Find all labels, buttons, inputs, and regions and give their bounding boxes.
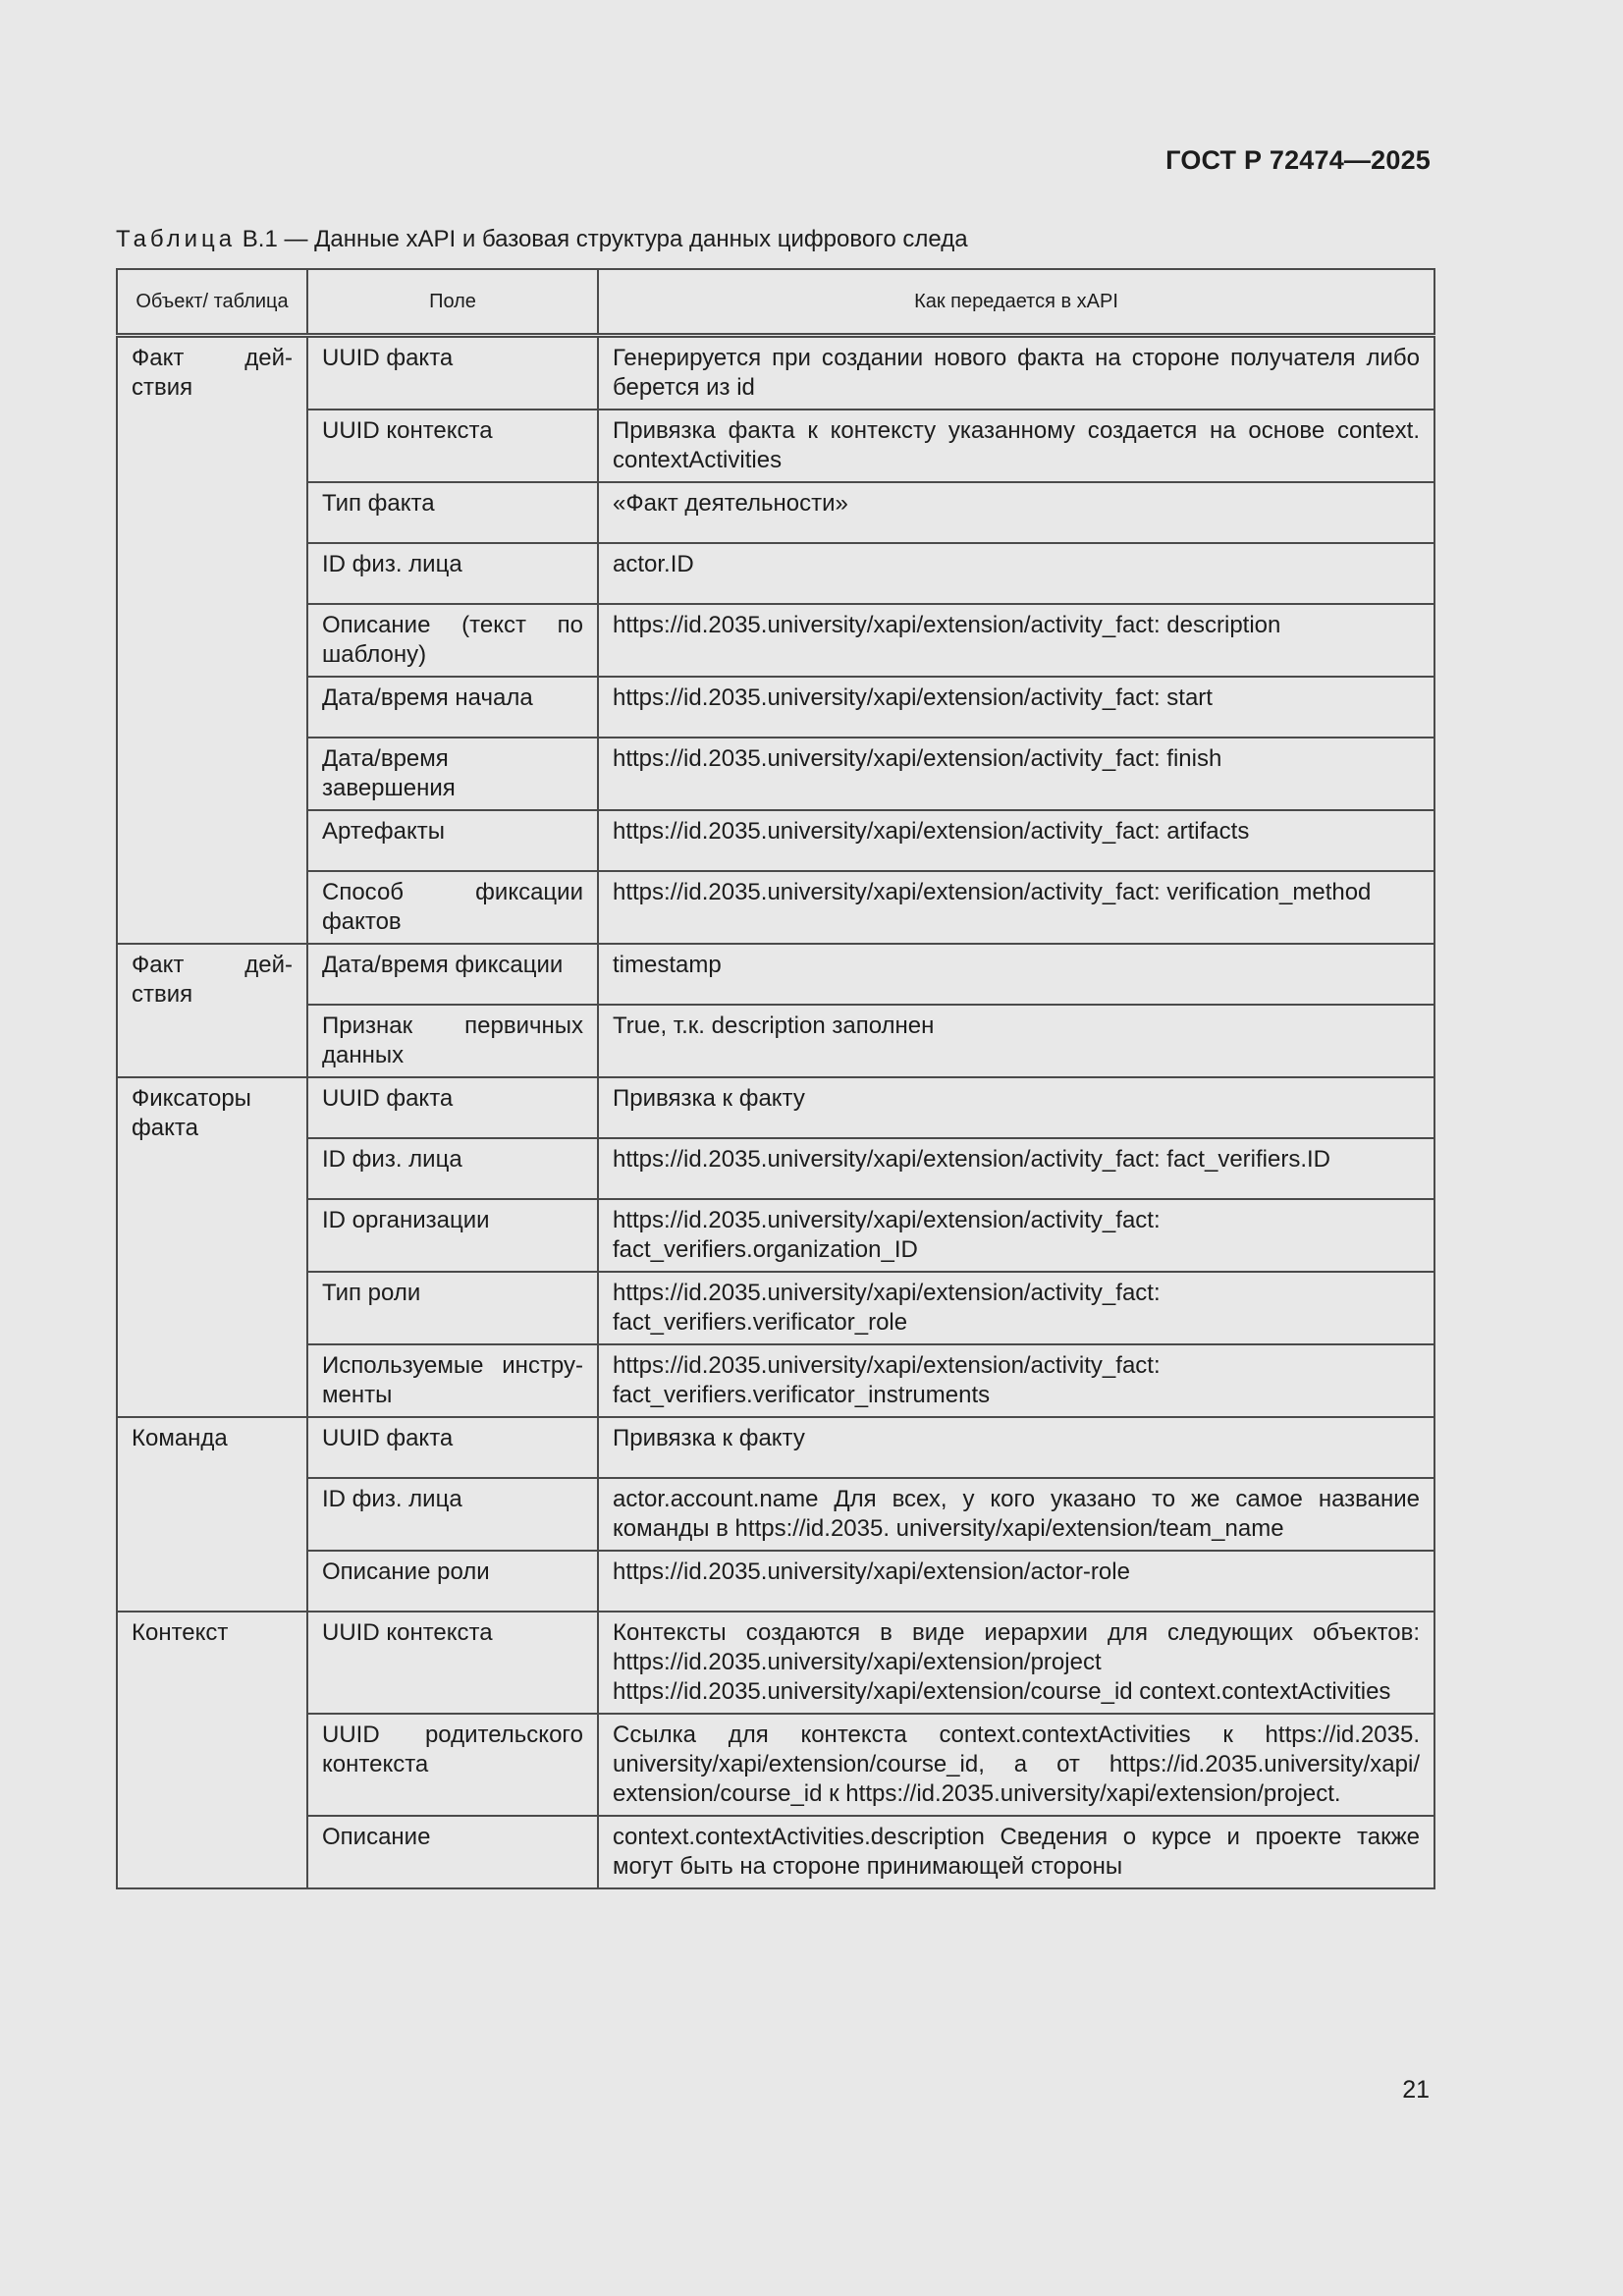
table-row xyxy=(117,1199,1434,1272)
xapi-cell: https://id.2035.university/xapi/extension/actor-role xyxy=(598,1551,1434,1612)
field-cell: UUID факта xyxy=(307,1417,598,1478)
page-number: 21 xyxy=(1402,2076,1430,2104)
table-row xyxy=(117,1612,1434,1714)
table-row xyxy=(117,1417,1434,1478)
field-cell: Артефакты xyxy=(307,810,598,871)
xapi-cell: timestamp xyxy=(598,944,1434,1005)
xapi-cell: Привязка факта к контексту указанному создается на основе context. contextActivities xyxy=(598,410,1434,482)
field-cell: Используемые инстру-менты xyxy=(307,1344,598,1417)
xapi-cell: True, т.к. description заполнен xyxy=(598,1005,1434,1077)
table-row xyxy=(117,1344,1434,1417)
table-row xyxy=(117,1478,1434,1551)
xapi-cell: Контексты создаются в виде иерархии для следующих объектов: https://id.2035.university/xapi/extension/project https://id.2035.university/xapi/extension/course_id context.contextActivities xyxy=(598,1612,1434,1714)
field-cell: ID организации xyxy=(307,1199,598,1272)
xapi-cell: Ссылка для контекста context.contextActivities к https://id.2035. university/xapi/extension/course_id, а от https://id.2035.university/xapi/ extension/course_id к https://id.2035.university/xapi/extension/project. xyxy=(598,1714,1434,1816)
object-cell: Команда xyxy=(117,1417,307,1612)
object-cell: Факт дей-ствия xyxy=(117,944,307,1077)
table-row xyxy=(117,944,1434,1005)
xapi-cell: «Факт деятельности» xyxy=(598,482,1434,543)
xapi-cell: https://id.2035.university/xapi/extension/activity_fact: artifacts xyxy=(598,810,1434,871)
table-row xyxy=(117,1005,1434,1077)
caption-prefix: Таблица xyxy=(116,226,237,252)
field-cell: Признак первичных данных xyxy=(307,1005,598,1077)
table-row xyxy=(117,336,1434,410)
field-cell: UUID факта xyxy=(307,1077,598,1138)
table-row xyxy=(117,810,1434,871)
object-cell: Фиксаторы факта xyxy=(117,1077,307,1417)
table-row xyxy=(117,1551,1434,1612)
field-cell: Описание (текст по шаблону) xyxy=(307,604,598,677)
table-row xyxy=(117,1077,1434,1138)
field-cell: ID физ. лица xyxy=(307,1138,598,1199)
table-row xyxy=(117,543,1434,604)
table-row xyxy=(117,1272,1434,1344)
xapi-cell: https://id.2035.university/xapi/extension/activity_fact: start xyxy=(598,677,1434,738)
table-row xyxy=(117,677,1434,738)
xapi-cell: https://id.2035.university/xapi/extension/activity_fact: verification_method xyxy=(598,871,1434,944)
header-field: Поле xyxy=(307,269,598,336)
table-row xyxy=(117,604,1434,677)
field-cell: Тип роли xyxy=(307,1272,598,1344)
xapi-cell: https://id.2035.university/xapi/extension/activity_fact: finish xyxy=(598,738,1434,810)
field-cell: UUID контекста xyxy=(307,410,598,482)
xapi-cell: Привязка к факту xyxy=(598,1417,1434,1478)
field-cell: Дата/время завершения xyxy=(307,738,598,810)
table-row xyxy=(117,1714,1434,1816)
table-body xyxy=(117,336,1434,1889)
field-cell: Описание xyxy=(307,1816,598,1888)
table-caption xyxy=(116,226,968,253)
table-row xyxy=(117,871,1434,944)
field-cell: Способ фиксации фактов xyxy=(307,871,598,944)
field-cell: ID физ. лица xyxy=(307,1478,598,1551)
field-cell: Описание роли xyxy=(307,1551,598,1612)
object-cell: Факт дей-ствия xyxy=(117,336,307,945)
field-cell: UUID факта xyxy=(307,336,598,410)
xapi-cell: https://id.2035.university/xapi/extension/activity_fact: fact_verifiers.verificator_role xyxy=(598,1272,1434,1344)
header-xapi: Как передается в xAPI xyxy=(598,269,1434,336)
field-cell: UUID родительского контекста xyxy=(307,1714,598,1816)
xapi-cell: https://id.2035.university/xapi/extension/activity_fact: fact_verifiers.organization_ID xyxy=(598,1199,1434,1272)
object-cell: Контекст xyxy=(117,1612,307,1888)
field-cell: Дата/время фиксации xyxy=(307,944,598,1005)
field-cell: UUID контекста xyxy=(307,1612,598,1714)
table-row xyxy=(117,1816,1434,1888)
xapi-cell: Привязка к факту xyxy=(598,1077,1434,1138)
xapi-cell: actor.account.name Для всех, у кого указано то же самое название команды в https://id.2035. university/xapi/extension/team_name xyxy=(598,1478,1434,1551)
table-row xyxy=(117,410,1434,482)
field-cell: Дата/время начала xyxy=(307,677,598,738)
xapi-cell: https://id.2035.university/xapi/extension/activity_fact: fact_verifiers.verificator_instruments xyxy=(598,1344,1434,1417)
field-cell: Тип факта xyxy=(307,482,598,543)
xapi-cell: https://id.2035.university/xapi/extension/activity_fact: description xyxy=(598,604,1434,677)
table-header-row xyxy=(117,269,1434,336)
caption-text: В.1 — Данные xAPI и базовая структура данных цифрового следа xyxy=(242,226,968,252)
xapi-cell: Генерируется при создании нового факта на стороне получателя либо берется из id xyxy=(598,336,1434,410)
header-object: Объект/ таблица xyxy=(117,269,307,336)
data-table xyxy=(116,268,1435,1889)
xapi-cell: actor.ID xyxy=(598,543,1434,604)
xapi-cell: context.contextActivities.description Сведения о курсе и проекте также могут быть на стороне принимающей стороны xyxy=(598,1816,1434,1888)
field-cell: ID физ. лица xyxy=(307,543,598,604)
xapi-cell: https://id.2035.university/xapi/extension/activity_fact: fact_verifiers.ID xyxy=(598,1138,1434,1199)
table-row xyxy=(117,1138,1434,1199)
table-row xyxy=(117,482,1434,543)
standard-header: ГОСТ Р 72474—2025 xyxy=(1165,145,1431,175)
table-row xyxy=(117,738,1434,810)
